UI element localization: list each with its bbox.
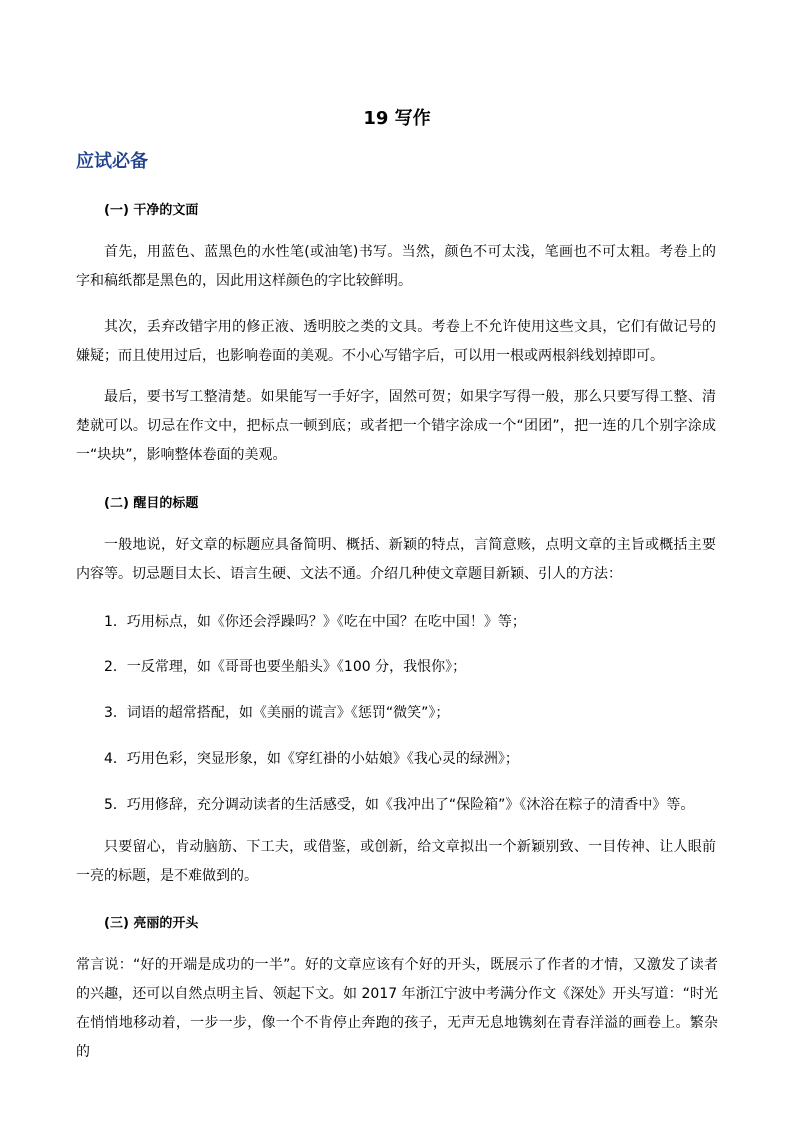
list-item: 5．巧用修辞，充分调动读者的生活感受，如《我冲出了“保险箱”》《沐浴在粽子的清香中》等。 [104, 797, 695, 813]
paragraph: 常言说：“好的开端是成功的一半”。好的文章应该有个好的开头，既展示了作者的才情，又激发了读者的兴趣，还可以自然点明主旨、领起下文。如 2017 年浙江宁波中考满分作文《深处》开头写道：“时光在悄悄地移动着，一步一步，像一个不肯停止奔跑的孩子，无声无息地镌刻在青春洋溢的画卷上。繁杂的 [76, 957, 718, 1060]
paragraph: 最后，要书写工整清楚。如果能写一手好字，固然可贺；如果字写得一般，那么只要写得工整、清楚就可以。切忌在作文中，把标点一顿到底；或者把一个错字涂成一个“团团”，把一连的几个别字涂成一“块块”，影响整体卷面的美观。 [76, 389, 716, 463]
subheading-bright-opening: (三) 亮丽的开头 [104, 916, 199, 931]
document-title: 19 写作 [363, 108, 431, 129]
subheading-eye-catching-title: (二) 醒目的标题 [104, 496, 199, 511]
paragraph: 只要留心，肯动脑筋、下工夫，或借鉴，或创新，给文章拟出一个新颖别致、一目传神、让人眼前一亮的标题，是不难做到的。 [76, 839, 716, 884]
list-item: 4．巧用色彩，突显形象，如《穿红褂的小姑娘》《我心灵的绿洲》； [104, 751, 519, 767]
paragraph: 一般地说，好文章的标题应具备简明、概括、新颖的特点，言简意赅，点明文章的主旨或概括主要内容等。切忌题目太长、语言生硬、文法不通。介绍几种使文章题目新颖、引人的方法： [76, 537, 716, 582]
section-heading: 应试必备 [76, 151, 148, 172]
subheading-clean-layout: (一) 干净的文面 [104, 203, 199, 218]
paragraph: 首先，用蓝色、蓝黑色的水性笔(或油笔)书写。当然，颜色不可太浅，笔画也不可太粗。考卷上的字和稿纸都是黑色的，因此用这样颜色的字比较鲜明。 [76, 244, 716, 289]
list-item: 3．词语的超常搭配，如《美丽的谎言》《惩罚“微笑”》； [104, 705, 450, 721]
list-item: 1．巧用标点，如《你还会浮躁吗？》《吃在中国？在吃中国！》等； [104, 614, 526, 630]
paragraph: 其次，丢弃改错字用的修正液、透明胶之类的文具。考卷上不允许使用这些文具，它们有做记号的嫌疑；而且使用过后，也影响卷面的美观。不小心写错字后，可以用一根或两根斜线划掉即可。 [76, 319, 716, 364]
list-item: 2．一反常理，如《哥哥也要坐船头》《100 分，我恨你》； [104, 659, 467, 675]
